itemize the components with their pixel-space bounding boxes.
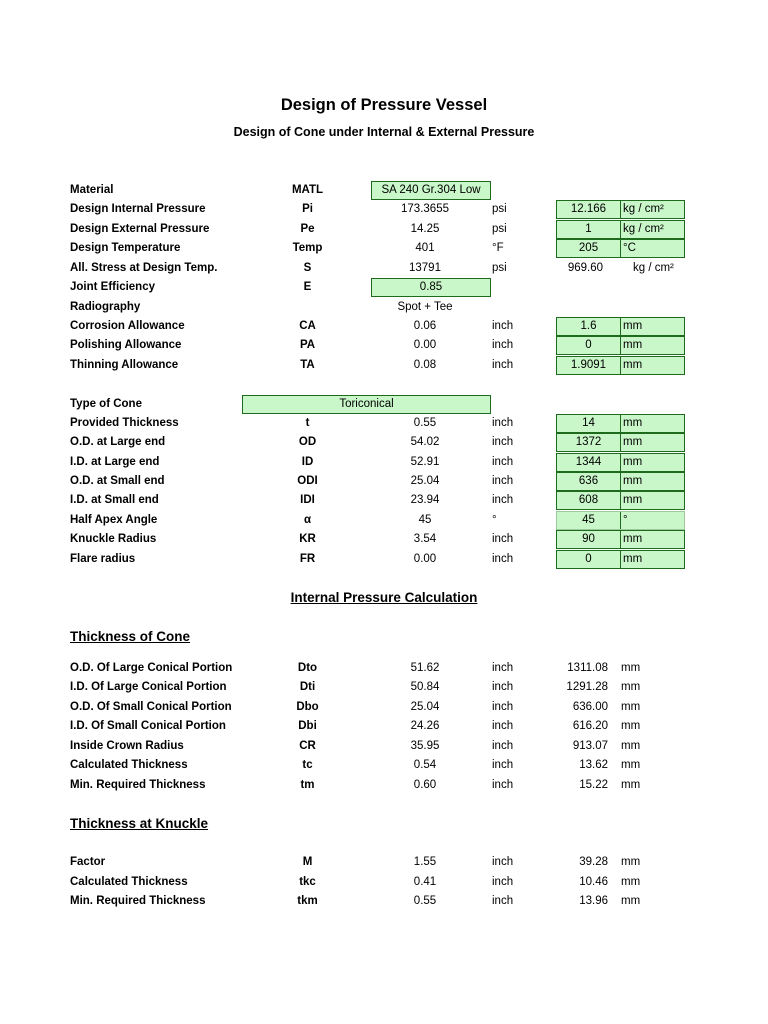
row-calculated-thickness xyxy=(0,756,768,775)
metric-unit: mm xyxy=(621,720,641,732)
row-label: I.D. Of Small Conical Portion xyxy=(70,720,226,732)
metric-value[interactable]: 205 xyxy=(578,242,599,254)
metric-input-box[interactable] xyxy=(556,356,685,375)
metric-input-box[interactable] xyxy=(556,453,685,472)
row-label: Inside Crown Radius xyxy=(70,740,184,752)
metric-value: 15.22 xyxy=(579,779,608,791)
metric-value[interactable]: 1.9091 xyxy=(570,359,607,371)
row-symbol: PA xyxy=(299,339,316,351)
metric-unit: mm xyxy=(623,320,643,332)
row-symbol: Pe xyxy=(300,223,315,235)
metric-unit: mm xyxy=(623,494,643,506)
metric-value: 616.20 xyxy=(572,720,608,732)
row-value: 1.55 xyxy=(413,856,437,868)
row-value: 0.55 xyxy=(413,895,437,907)
metric-input-box[interactable] xyxy=(556,433,685,452)
metric-input-box[interactable] xyxy=(556,491,685,510)
row-label: Calculated Thickness xyxy=(70,876,188,888)
metric-input-box[interactable] xyxy=(556,336,685,355)
row-unit: inch xyxy=(492,494,514,506)
row-symbol: ODI xyxy=(297,475,318,487)
row-value: 13791 xyxy=(409,262,441,274)
metric-unit: mm xyxy=(623,339,643,351)
metric-unit: mm xyxy=(621,681,641,693)
row-symbol: OD xyxy=(298,436,317,448)
row-label: Thinning Allowance xyxy=(70,359,179,371)
row-unit: ° xyxy=(492,514,497,526)
row-unit: inch xyxy=(492,876,514,888)
metric-unit: mm xyxy=(623,533,643,545)
row-label: O.D. at Small end xyxy=(70,475,165,487)
row-value: 0.55 xyxy=(413,417,437,429)
row-symbol: tkm xyxy=(297,895,318,907)
row-half-apex-angle xyxy=(0,511,768,530)
metric-unit: mm xyxy=(623,456,643,468)
row-label: Design Temperature xyxy=(70,242,181,254)
row-symbol: M xyxy=(302,856,313,868)
row-symbol: tc xyxy=(302,759,313,771)
row-value: 0.06 xyxy=(413,320,437,332)
row-unit: inch xyxy=(492,895,514,907)
metric-value: 1291.28 xyxy=(566,681,608,693)
metric-unit: mm xyxy=(621,779,641,791)
row-joint-efficiency xyxy=(0,278,768,297)
row-provided-thickness xyxy=(0,414,768,433)
row-symbol: KR xyxy=(299,533,316,545)
row-symbol: Pi xyxy=(302,203,313,215)
row-label: Knuckle Radius xyxy=(70,533,157,545)
row-label: Type of Cone xyxy=(70,398,142,410)
row-label: Factor xyxy=(70,856,106,868)
row-symbol: MATL xyxy=(291,184,324,196)
row-unit: inch xyxy=(492,339,514,351)
row-label: Flare radius xyxy=(70,553,136,565)
row-label: Design Internal Pressure xyxy=(70,203,206,215)
row-id-large-conical xyxy=(0,678,768,697)
metric-input-box[interactable] xyxy=(556,239,685,258)
metric-unit: mm xyxy=(623,475,643,487)
metric-unit: mm xyxy=(621,759,641,771)
metric-unit: mm xyxy=(623,436,643,448)
row-symbol: tm xyxy=(300,779,315,791)
metric-value: 13.96 xyxy=(579,895,608,907)
row-symbol: tkc xyxy=(299,876,316,888)
row-symbol: Dti xyxy=(299,681,316,693)
row-label: Provided Thickness xyxy=(70,417,179,429)
row-factor xyxy=(0,853,768,872)
metric-input-box[interactable] xyxy=(556,472,685,491)
metric-unit: mm xyxy=(621,662,641,674)
metric-value[interactable]: 14 xyxy=(582,417,595,429)
row-unit: psi xyxy=(492,203,507,215)
metric-value: 969.60 xyxy=(567,262,603,274)
row-value: 14.25 xyxy=(410,223,440,235)
row-unit: inch xyxy=(492,359,514,371)
row-corrosion-allowance xyxy=(0,317,768,336)
row-symbol: ID xyxy=(301,456,314,468)
row-unit: inch xyxy=(492,475,514,487)
row-value: 0.41 xyxy=(413,876,437,888)
row-unit: inch xyxy=(492,701,514,713)
row-value: 35.95 xyxy=(410,740,440,752)
row-symbol: CR xyxy=(299,740,316,752)
metric-unit: mm xyxy=(621,895,641,907)
metric-input-box[interactable] xyxy=(556,530,685,549)
row-od-small-end xyxy=(0,472,768,491)
row-radiography xyxy=(0,298,768,317)
row-value: 173.3655 xyxy=(401,203,449,215)
section-thickness-at-knuckle: Thickness at Knuckle xyxy=(70,816,209,831)
row-id-large-end xyxy=(0,453,768,472)
row-thinning-allowance xyxy=(0,356,768,375)
metric-value: 39.28 xyxy=(579,856,608,868)
row-unit: inch xyxy=(492,456,514,468)
row-od-small-conical xyxy=(0,698,768,717)
metric-unit: °C xyxy=(623,242,636,254)
metric-unit: mm xyxy=(621,856,641,868)
row-value: 25.04 xyxy=(410,475,440,487)
row-unit: inch xyxy=(492,740,514,752)
row-value: 0.54 xyxy=(413,759,437,771)
row-symbol: S xyxy=(303,262,312,274)
row-symbol: Temp xyxy=(292,242,323,254)
row-value: 23.94 xyxy=(410,494,440,506)
row-od-large-end xyxy=(0,433,768,452)
metric-value: 636.00 xyxy=(572,701,608,713)
row-value: 45 xyxy=(418,514,432,526)
row-label: Min. Required Thickness xyxy=(70,779,206,791)
row-unit: inch xyxy=(492,759,514,771)
metric-unit: kg / cm² xyxy=(623,223,664,235)
metric-input-box[interactable] xyxy=(556,550,685,569)
metric-value: 1311.08 xyxy=(567,662,608,674)
row-polishing-allowance xyxy=(0,336,768,355)
metric-unit: mm xyxy=(621,876,641,888)
row-value: 0.60 xyxy=(413,779,437,791)
row-label: Half Apex Angle xyxy=(70,514,158,526)
metric-value: 10.46 xyxy=(579,876,608,888)
row-value: 24.26 xyxy=(410,720,440,732)
row-label: Radiography xyxy=(70,301,141,313)
row-unit: inch xyxy=(492,417,514,429)
row-value: 401 xyxy=(415,242,435,254)
metric-unit: kg / cm² xyxy=(633,262,674,274)
row-label: Corrosion Allowance xyxy=(70,320,185,332)
row-knuckle-min-required-thickness xyxy=(0,892,768,911)
row-value: 50.84 xyxy=(410,681,440,693)
row-symbol: t xyxy=(305,417,310,429)
row-unit: inch xyxy=(492,553,514,565)
row-label: I.D. at Large end xyxy=(70,456,160,468)
metric-unit: mm xyxy=(623,359,643,371)
row-min-required-thickness xyxy=(0,776,768,795)
row-flare-radius xyxy=(0,550,768,569)
row-value: 0.08 xyxy=(413,359,437,371)
row-symbol: Dbo xyxy=(296,701,319,713)
row-value: 52.91 xyxy=(410,456,440,468)
row-value: 51.62 xyxy=(410,662,440,674)
row-label: O.D. Of Small Conical Portion xyxy=(70,701,232,713)
metric-value[interactable]: 1.6 xyxy=(580,320,597,332)
row-allowable-stress xyxy=(0,259,768,278)
section-internal-pressure-calculation: Internal Pressure Calculation xyxy=(290,590,478,605)
row-value: 0.00 xyxy=(413,339,437,351)
metric-unit: mm xyxy=(623,553,643,565)
metric-unit: ° xyxy=(623,514,628,526)
metric-unit: mm xyxy=(623,417,643,429)
metric-readout xyxy=(540,259,680,278)
row-symbol: Dbi xyxy=(298,720,317,732)
row-unit: inch xyxy=(492,320,514,332)
row-label: Joint Efficiency xyxy=(70,281,155,293)
row-symbol: TA xyxy=(300,359,315,371)
row-label: Material xyxy=(70,184,114,196)
row-label: Calculated Thickness xyxy=(70,759,188,771)
row-value: 0.00 xyxy=(413,553,437,565)
metric-value[interactable]: 1344 xyxy=(575,456,602,468)
metric-unit: mm xyxy=(621,701,641,713)
row-unit: psi xyxy=(492,262,507,274)
metric-input-box[interactable] xyxy=(556,200,685,219)
row-label: I.D. at Small end xyxy=(70,494,159,506)
row-value: 54.02 xyxy=(410,436,440,448)
row-value: 3.54 xyxy=(413,533,437,545)
page-subtitle: Design of Cone under Internal & External Pressure xyxy=(233,125,535,139)
row-symbol: CA xyxy=(299,320,316,332)
row-unit: inch xyxy=(492,720,514,732)
row-symbol: E xyxy=(303,281,312,293)
row-design-temperature xyxy=(0,239,768,258)
cone-type-select[interactable]: Toriconical xyxy=(242,395,491,414)
row-design-internal-pressure xyxy=(0,200,768,219)
row-unit: psi xyxy=(492,223,507,235)
metric-value[interactable]: 90 xyxy=(582,533,595,545)
row-label: I.D. Of Large Conical Portion xyxy=(70,681,227,693)
row-design-external-pressure xyxy=(0,220,768,239)
row-label: O.D. Of Large Conical Portion xyxy=(70,662,233,674)
row-inside-crown-radius xyxy=(0,737,768,756)
row-unit: inch xyxy=(492,436,514,448)
metric-input-box[interactable] xyxy=(556,220,685,239)
joint-efficiency-input[interactable]: 0.85 xyxy=(371,278,491,297)
row-label: Design External Pressure xyxy=(70,223,210,235)
row-unit: °F xyxy=(492,242,504,254)
metric-value: 913.07 xyxy=(572,740,608,752)
metric-unit: kg / cm² xyxy=(623,203,664,215)
row-type-of-cone xyxy=(0,395,768,414)
row-label: All. Stress at Design Temp. xyxy=(70,262,218,274)
row-unit: inch xyxy=(492,533,514,545)
row-unit: inch xyxy=(492,662,514,674)
row-unit: inch xyxy=(492,856,514,868)
metric-input-box[interactable] xyxy=(556,414,685,433)
row-symbol: α xyxy=(303,514,312,526)
metric-value: 13.62 xyxy=(579,759,608,771)
row-symbol: FR xyxy=(299,553,316,565)
row-label: Min. Required Thickness xyxy=(70,895,206,907)
row-id-small-conical xyxy=(0,717,768,736)
metric-input-box[interactable] xyxy=(556,511,685,530)
row-value: Spot + Tee xyxy=(397,301,453,313)
metric-input-box[interactable] xyxy=(556,317,685,336)
metric-value[interactable]: 0 xyxy=(585,553,592,565)
row-label: O.D. at Large end xyxy=(70,436,166,448)
metric-value[interactable]: 636 xyxy=(578,475,599,487)
row-knuckle-radius xyxy=(0,530,768,549)
row-symbol: IDI xyxy=(300,494,315,506)
material-input[interactable]: SA 240 Gr.304 Low xyxy=(371,181,491,200)
row-id-small-end xyxy=(0,491,768,510)
metric-value[interactable]: 45 xyxy=(582,514,595,526)
metric-value[interactable]: 1372 xyxy=(575,436,602,448)
metric-value[interactable]: 1 xyxy=(585,223,592,235)
section-thickness-of-cone: Thickness of Cone xyxy=(70,629,191,644)
row-material xyxy=(0,181,768,200)
page-title: Design of Pressure Vessel xyxy=(280,96,488,114)
metric-value[interactable]: 12.166 xyxy=(570,203,607,215)
row-label: Polishing Allowance xyxy=(70,339,182,351)
row-knuckle-calculated-thickness xyxy=(0,873,768,892)
row-od-large-conical xyxy=(0,659,768,678)
metric-unit: mm xyxy=(621,740,641,752)
row-symbol: Dto xyxy=(297,662,318,674)
metric-value[interactable]: 608 xyxy=(578,494,599,506)
row-unit: inch xyxy=(492,681,514,693)
metric-value[interactable]: 0 xyxy=(585,339,592,351)
row-unit: inch xyxy=(492,779,514,791)
row-value: 25.04 xyxy=(410,701,440,713)
